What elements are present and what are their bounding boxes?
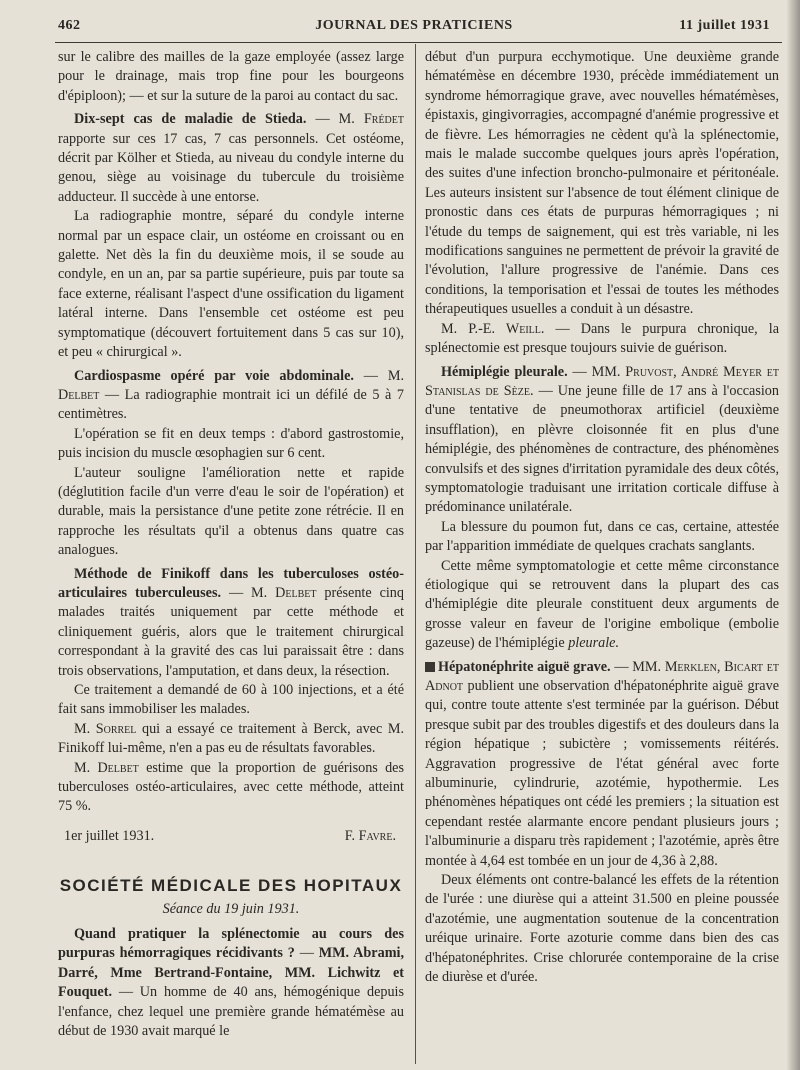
finikoff-author: Delbet: [275, 584, 317, 601]
hepato-authors: — MM. Merklen, Bicart et Adnot: [425, 658, 779, 694]
cardio-text: — La radiographie montrait ici un défilé de 5 à 7 centimètres.: [58, 386, 404, 423]
stieda-text: rapporte sur ces 17 cas, 7 cas personnels. Cet ostéome, décrit par Kölher et Stieda, au niveau du condyle interne du genou, siège au voisinage du tubercule du troisième adducteur. Il succède à une entorse.: [58, 130, 404, 205]
hemi-text: — Une jeune fille de 17 ans à l'occasion d'une tentative de pneumothorax artificiel (deuxième insufflation), en plèvre cloisonnée fit en plus d'une hémiplégie, des phénomènes de contracture, des phénomènes convulsifs et des signes d'irritation pyramidale des deux côtés, symptomatologie traduisant une irritation corticale diffuse à prédominance unilatérale.: [425, 382, 779, 516]
section-title: SOCIÉTÉ MÉDICALE DES HOPITAUX: [59, 876, 403, 896]
seance-date: Séance du 19 juin 1931.: [162, 900, 300, 917]
splen-title: Quand pratiquer la splénectomie au cours des purpuras hémorragiques récidivants ?: [58, 926, 404, 962]
cardio-title: Cardiospasme opéré par voie abdominale.: [74, 367, 354, 384]
hepato-entry: [425, 658, 779, 871]
hemi-text-3-end: pleurale.: [568, 635, 620, 652]
page-number: 462: [58, 18, 81, 33]
weill-paragraph: [425, 320, 779, 359]
splen-authors: MM. Abrami, Darré, Mme Bertrand-Fontaine, MM. Lichwitz et Fouquet.: [58, 945, 404, 1001]
signature-row: [58, 827, 404, 846]
weill-name: M. P.-E. Weill.: [441, 320, 545, 337]
stieda-title: Dix-sept cas de maladie de Stieda.: [74, 111, 307, 128]
stieda-paragraph-2: La radiographie montre, séparé du condyle interne normal par un espace clair, un ostéome en croissant ou en galette. Net dès la fin du deuxième mois, il se soude au condyle, en un an, par sa partie supérieure, puis par toute sa face externe, réalisant l'aspect d'une ossification du ligament latéral interne. Dans l'ensemble cet ostéome est peu symptomatique (découvert fortuitement dans 5 cas sur 10), et peu « chirurgical ».: [58, 208, 404, 361]
stieda-entry: Dix-sept cas de maladie de Stieda. — M. Frédet rapporte sur ces 17 cas, 7 cas personnels. Cet ostéome, décrit par Kölher et Stieda, au niveau du condyle interne du genou, siège au voisinage du tubercule du troisième adducteur. Il succède à une entorse.: [58, 111, 404, 205]
splen-continuation: début d'un purpura ecchymotique. Une deuxième grande hématémèse en décembre 1930, précède immédiatement un syndrome hémorragique grave, avec nouvelles hématémèses, épistaxis, gingivorragies, accompagné d'anémie progressive et de fièvre. Les hémorragies ne cèdent qu'à la splénectomie, mais le malade succombe quelques jours après l'opération, des suites d'une infection broncho-pulmonaire et péritonéale. Les auteurs insistent sur l'absence de tout élément clinique de pronostic dans ces états de purpuras hémorragiques ; ni l'étude du temps de saignement, qui est très variable, ni les modifications sanguines ne permettent de prévoir la gravité de l'évolution, l'allure progressive de l'anémie. Dans ces conditions, la temporisation et l'essai de toutes les méthodes thérapeutiques usuelles a conduit à un désastre.: [425, 49, 779, 318]
journal-title: JOURNAL DES PRATICIENS: [315, 18, 513, 33]
hemi-text-3: Cette même symptomatologie et cette même circonstance étiologique qui se retrouvent dans la plupart des cas d'hémiplégie dite pleurale constituent deux arguments de grosse valeur en faveur de l'origine embolique (embolie gazeuse) de l'hémiplégie: [425, 557, 779, 652]
hepato-paragraph-2: Deux éléments ont contre-balancé les effets de la rétention de l'urée : une diurèse qui a atteint 31.500 en pleine poussée d'azotémie, une augmentation soutenue de la concentration uréique urinaire. Forte azoturie comme dans bien des cas d'hépatonéphrites. Crise chlorurée contemporaine de la crise de diurèse et d'urée.: [425, 872, 779, 986]
running-header: [58, 14, 770, 40]
signature-name: F. Favre.: [344, 827, 396, 844]
intro-paragraph: sur le calibre des mailles de la gaze employée (assez large pour le drainage, mais trop fine pour les bourgeons d'épiploon); — et sur la suture de la paroi au contact du sac.: [58, 49, 404, 104]
cardio-paragraph-2: L'opération se fit en deux temps : d'abord gastrostomie, puis incision du muscle œsophagien sur 6 cent.: [58, 425, 404, 462]
header-rule: [55, 42, 782, 43]
left-column: [58, 48, 404, 1066]
right-column: [425, 48, 779, 1066]
sorrel-name: Sorrel: [95, 720, 137, 737]
hemi-title: Hémiplégie pleurale.: [441, 363, 568, 380]
delbet-name: Delbet: [97, 759, 139, 776]
signature-date: 1er juillet 1931.: [64, 827, 155, 844]
square-bullet-icon: [425, 662, 435, 672]
delbet-text: estime que la proportion de guérisons des tuberculoses ostéo-articulaires, avec cette méthode, atteint 75 %.: [58, 759, 404, 815]
stieda-author: Frédet: [363, 111, 404, 128]
hepato-text: publient une observation d'hépatonéphrite aiguë grave qui, contre toute attente s'est terminée par la guérison. Début presque subit par des troubles digestifs et des douleurs dans la région hépatique ; subictère ; vomissements réitérés. Aggravation progressive de l'état général avec forte albuminurie, cylindrurie, azotémie, hypothermie. Les phénomènes hépatiques ont cédé les premiers ; la situation est cependant restée alarmante encore pendant plusieurs jours ; l'albuminurie a disparu très rapidement ; l'azotémie, après être montée à 4,64 est tombée en un jour de 4,36 à 2,88.: [425, 678, 779, 869]
sorrel-text: qui a essayé ce traitement à Berck, avec M. Finikoff lui-même, n'en a pas eu de résultats favorables.: [58, 720, 404, 757]
splen-entry: Quand pratiquer la splénectomie au cours des purpuras hémorragiques récidivants ? — MM. Abrami, Darré, Mme Bertrand-Fontaine, MM. Lichwitz et Fouquet. — Un homme de 40 ans, hémogénique depuis l'enfance, chez lequel une première grande hématémèse au début de 1930 avait marqué le: [58, 926, 404, 1040]
cardio-paragraph-3: L'auteur souligne l'amélioration nette et rapide (déglutition facile d'un verre d'eau le soir de l'opération) et durable, mais la persistance d'une petite zone rétrécie. Il en rapproche les résultats qu'il a obtenus dans quatre cas analogues.: [58, 464, 404, 559]
finikoff-entry: Méthode de Finikoff dans les tuberculoses ostéo-articulaires tuberculeuses. — M. Delbet présente cinq malades traités uniquement par cette méthode et cliniquement guéris, alors que le traitement chirurgical correspondant à la gravité des cas lui paraissait être : dans trois observations, l'amputation, et dans deux, la résection.: [58, 565, 404, 679]
issue-date: 11 juillet 1931: [679, 18, 770, 33]
finikoff-paragraph-2: Ce traitement a demandé de 60 à 100 injections, et a été fait sans immobiliser les malades.: [58, 682, 404, 718]
cardio-entry: Cardiospasme opéré par voie abdominale. — M. Delbet — La radiographie montrait ici un défilé de 5 à 7 centimètres.: [58, 367, 404, 423]
hemi-paragraph-2: La blessure du poumon fut, dans ce cas, certaine, attestée par l'apparition immédiate de quelques crachats sanglants.: [425, 518, 779, 555]
page-edge-shadow: [786, 0, 800, 1070]
weill-text: — Dans le purpura chronique, la splénectomie est presque toujours suivie de guérison.: [425, 320, 779, 357]
finikoff-title: Méthode de Finikoff dans les tuberculoses ostéo-articulaires tuberculeuses.: [58, 565, 404, 601]
hepato-title: Hépatonéphrite aiguë grave.: [438, 658, 611, 675]
sorrel-paragraph: M. Sorrel qui a essayé ce traitement à Berck, avec M. Finikoff lui-même, n'en a pas eu de résultats favorables.: [58, 720, 404, 757]
column-divider: [415, 44, 416, 1064]
finikoff-text: présente cinq malades traités uniquement par cette méthode et cliniquement guéris, alors que le traitement chirurgical correspondant à la gravité des cas lui paraissait être : dans trois observations, l'amputation, et dans deux, la résection.: [58, 584, 404, 679]
hemi-authors: — MM. Pruvost, André Meyer et Stanislas de Sèze.: [425, 363, 779, 399]
hemi-paragraph-3: [425, 557, 779, 654]
delbet-paragraph: M. Delbet estime que la proportion de guérisons des tuberculoses ostéo-articulaires, avec cette méthode, atteint 75 %.: [58, 759, 404, 815]
cardio-author: Delbet: [58, 386, 100, 403]
hemi-entry: [425, 363, 779, 518]
splen-text: — Un homme de 40 ans, hémogénique depuis l'enfance, chez lequel une première grande hématémèse au début de 1930 avait marqué le: [58, 984, 404, 1040]
